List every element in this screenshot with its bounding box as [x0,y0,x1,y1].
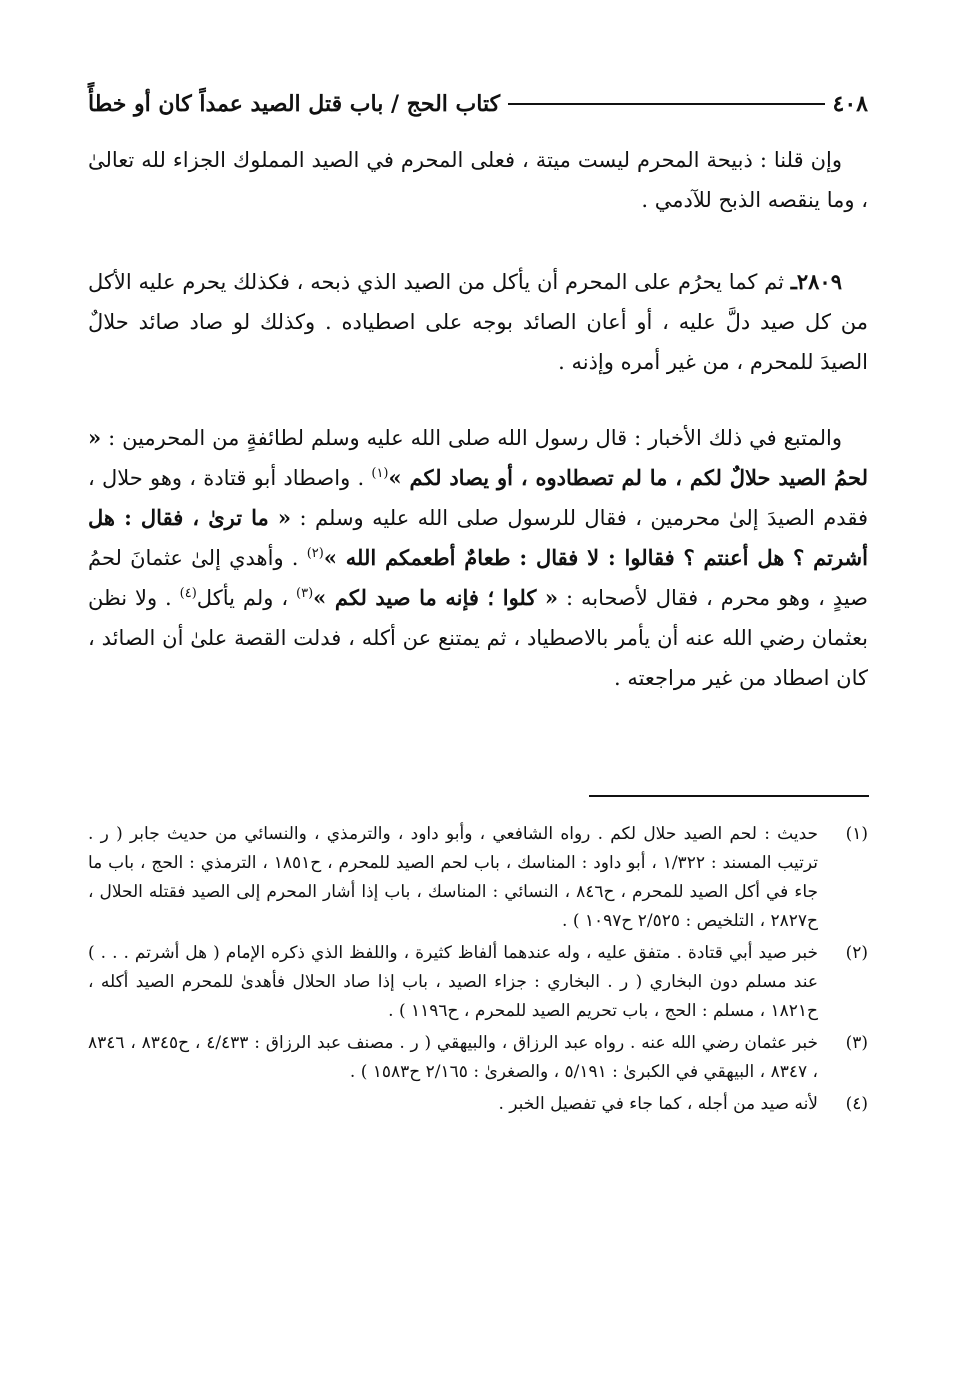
footnote-text: حديث : لحم الصيد حلال لكم . رواه الشافعي ، وأبو داود ، والترمذي ، والنسائي من حديث جابر ( ر . ترتيب المسند : ١/٣٢٢ ، أبو داود : المناسك ، باب لحم الصيد للمحرم ، ح١٨٥١ ، الترمذي : الحج ، باب ما جاء في أكل الصيد للمحرم ، ح٨٤٦ ، النسائي : المناسك ، باب إذا أشار المحرم إلى الصيد فقتله الحلال ، ح٢٨٢٧ ، التلخيص : ٢/٥٢٥ ح١٠٩٧ ) . [88,824,819,931]
footnote-label: (٤) [845,1094,868,1114]
footnote-2 [88,939,868,1026]
p3-segment-5: . ولا نظن بعثمان رضي الله عنه أن يأمر بالاصطياد ، ثم يمتنع عن أكله ، فدلت القصة علىٰ أن الصائد ، كان اصطاد من غير مراجعته . [88,586,868,690]
footnote-ref-4[interactable]: (٤) [179,586,197,601]
p3-segment-3: . وأهدي إلىٰ عثمانَ لحمُ صيدٍ ، وهو محرم ، فقال لأصحابه : [88,546,868,610]
paragraph-2 [88,262,868,382]
footnote-3 [88,1029,868,1087]
p3-segment-2: . واصطاد أبو قتادة ، وهو حلال ، فقدم الصيدَ إلىٰ محرمين ، فقال للرسول صلى الله عليه وسلم : [88,466,868,530]
footnote-text: خبر صيد أبي قتادة . متفق عليه ، وله عندهما ألفاظ كثيرة ، واللفظ الذي ذكره الإمام ( هل أشرتم . . . ) عند مسلم دون البخاري ( ر . البخاري : جزاء الصيد ، باب إذا صاد الحلال فأهدىٰ للمحرم الصيد أكله ، ح١٨٢١ ، مسلم : الحج ، باب تحريم الصيد للمحرم ، ح١١٩٦ ) . [88,943,818,1021]
page-header [88,84,868,124]
hadith-quote-2: « ما ترىٰ ، فقال : هل أشرتم ؟ هل أعنتم ؟ فقالوا : لا فقال : طعامٌ أطعمكم الله » [88,505,868,570]
footnote-text: خبر عثمان رضي الله عنه . رواه عبد الرزاق ، والبيهقي ( ر . مصنف عبد الرزاق : ٤/٤٣٣ ، ح٨٣٤٥ ، ٨٣٤٦ ، ٨٣٤٧ ، البيهقي في الكبرىٰ : ٥/١٩١ ، والصغرىٰ : ٢/١٦٥ ح١٥٨٣ ) . [88,1033,818,1082]
footnote-label: (٣) [845,1033,868,1053]
p3-segment-4: ، ولم يأكل [196,586,297,610]
footnote-1 [88,820,868,936]
paragraph-2-text: ثم كما يحرُم على المحرم أن يأكل من الصيد الذي ذبحه ، فكذلك يحرم عليه الأكل من كل صيد دلَّ عليه ، أو أعان الصائد بوجه على اصطياده . وكذلك لو صاد صائد حلالٌ الصيدَ للمحرم ، من غير أمره وإذنه . [88,270,868,374]
header-rule [508,103,824,105]
hadith-quote-1: « لحمُ الصيد حلالٌ لكم ، ما لم تصطادوه ، أو يصاد لكم » [88,425,869,490]
footnote-label: (١) [845,824,868,844]
footnote-text: لأنه صيد من أجله ، كما جاء في تفصيل الخبر . [498,1094,818,1114]
p3-segment-1: والمتبع في ذلك الأخبار : قال رسول الله صلى الله عليه وسلم لطائفةٍ من المحرمين : [101,426,842,450]
footnote-label: (٢) [845,943,868,963]
footnote-separator [589,795,869,797]
footnote-4 [88,1090,868,1119]
paragraph-number: ٢٨٠٩ـ [790,269,842,294]
footnote-ref-3[interactable]: (٣) [296,586,314,601]
running-title: كتاب الحج / باب قتل الصيد عمداً كان أو خطأً [88,91,501,117]
footnote-ref-1[interactable]: (١) [371,466,389,481]
paragraph-1: وإن قلنا : ذبيحة المحرم ليست ميتة ، فعلى المحرم في الصيد المملوك الجزاء لله تعالىٰ ، وما ينقصه الذبح للآدمي . [88,148,868,212]
footnote-ref-2[interactable]: (٢) [306,546,324,561]
paragraph-3 [88,418,868,698]
page-number: ٤٠٨ [832,91,868,117]
hadith-quote-3: « كلوا ؛ فإنه ما صيد لكم » [313,585,559,610]
footnotes [88,820,868,1122]
